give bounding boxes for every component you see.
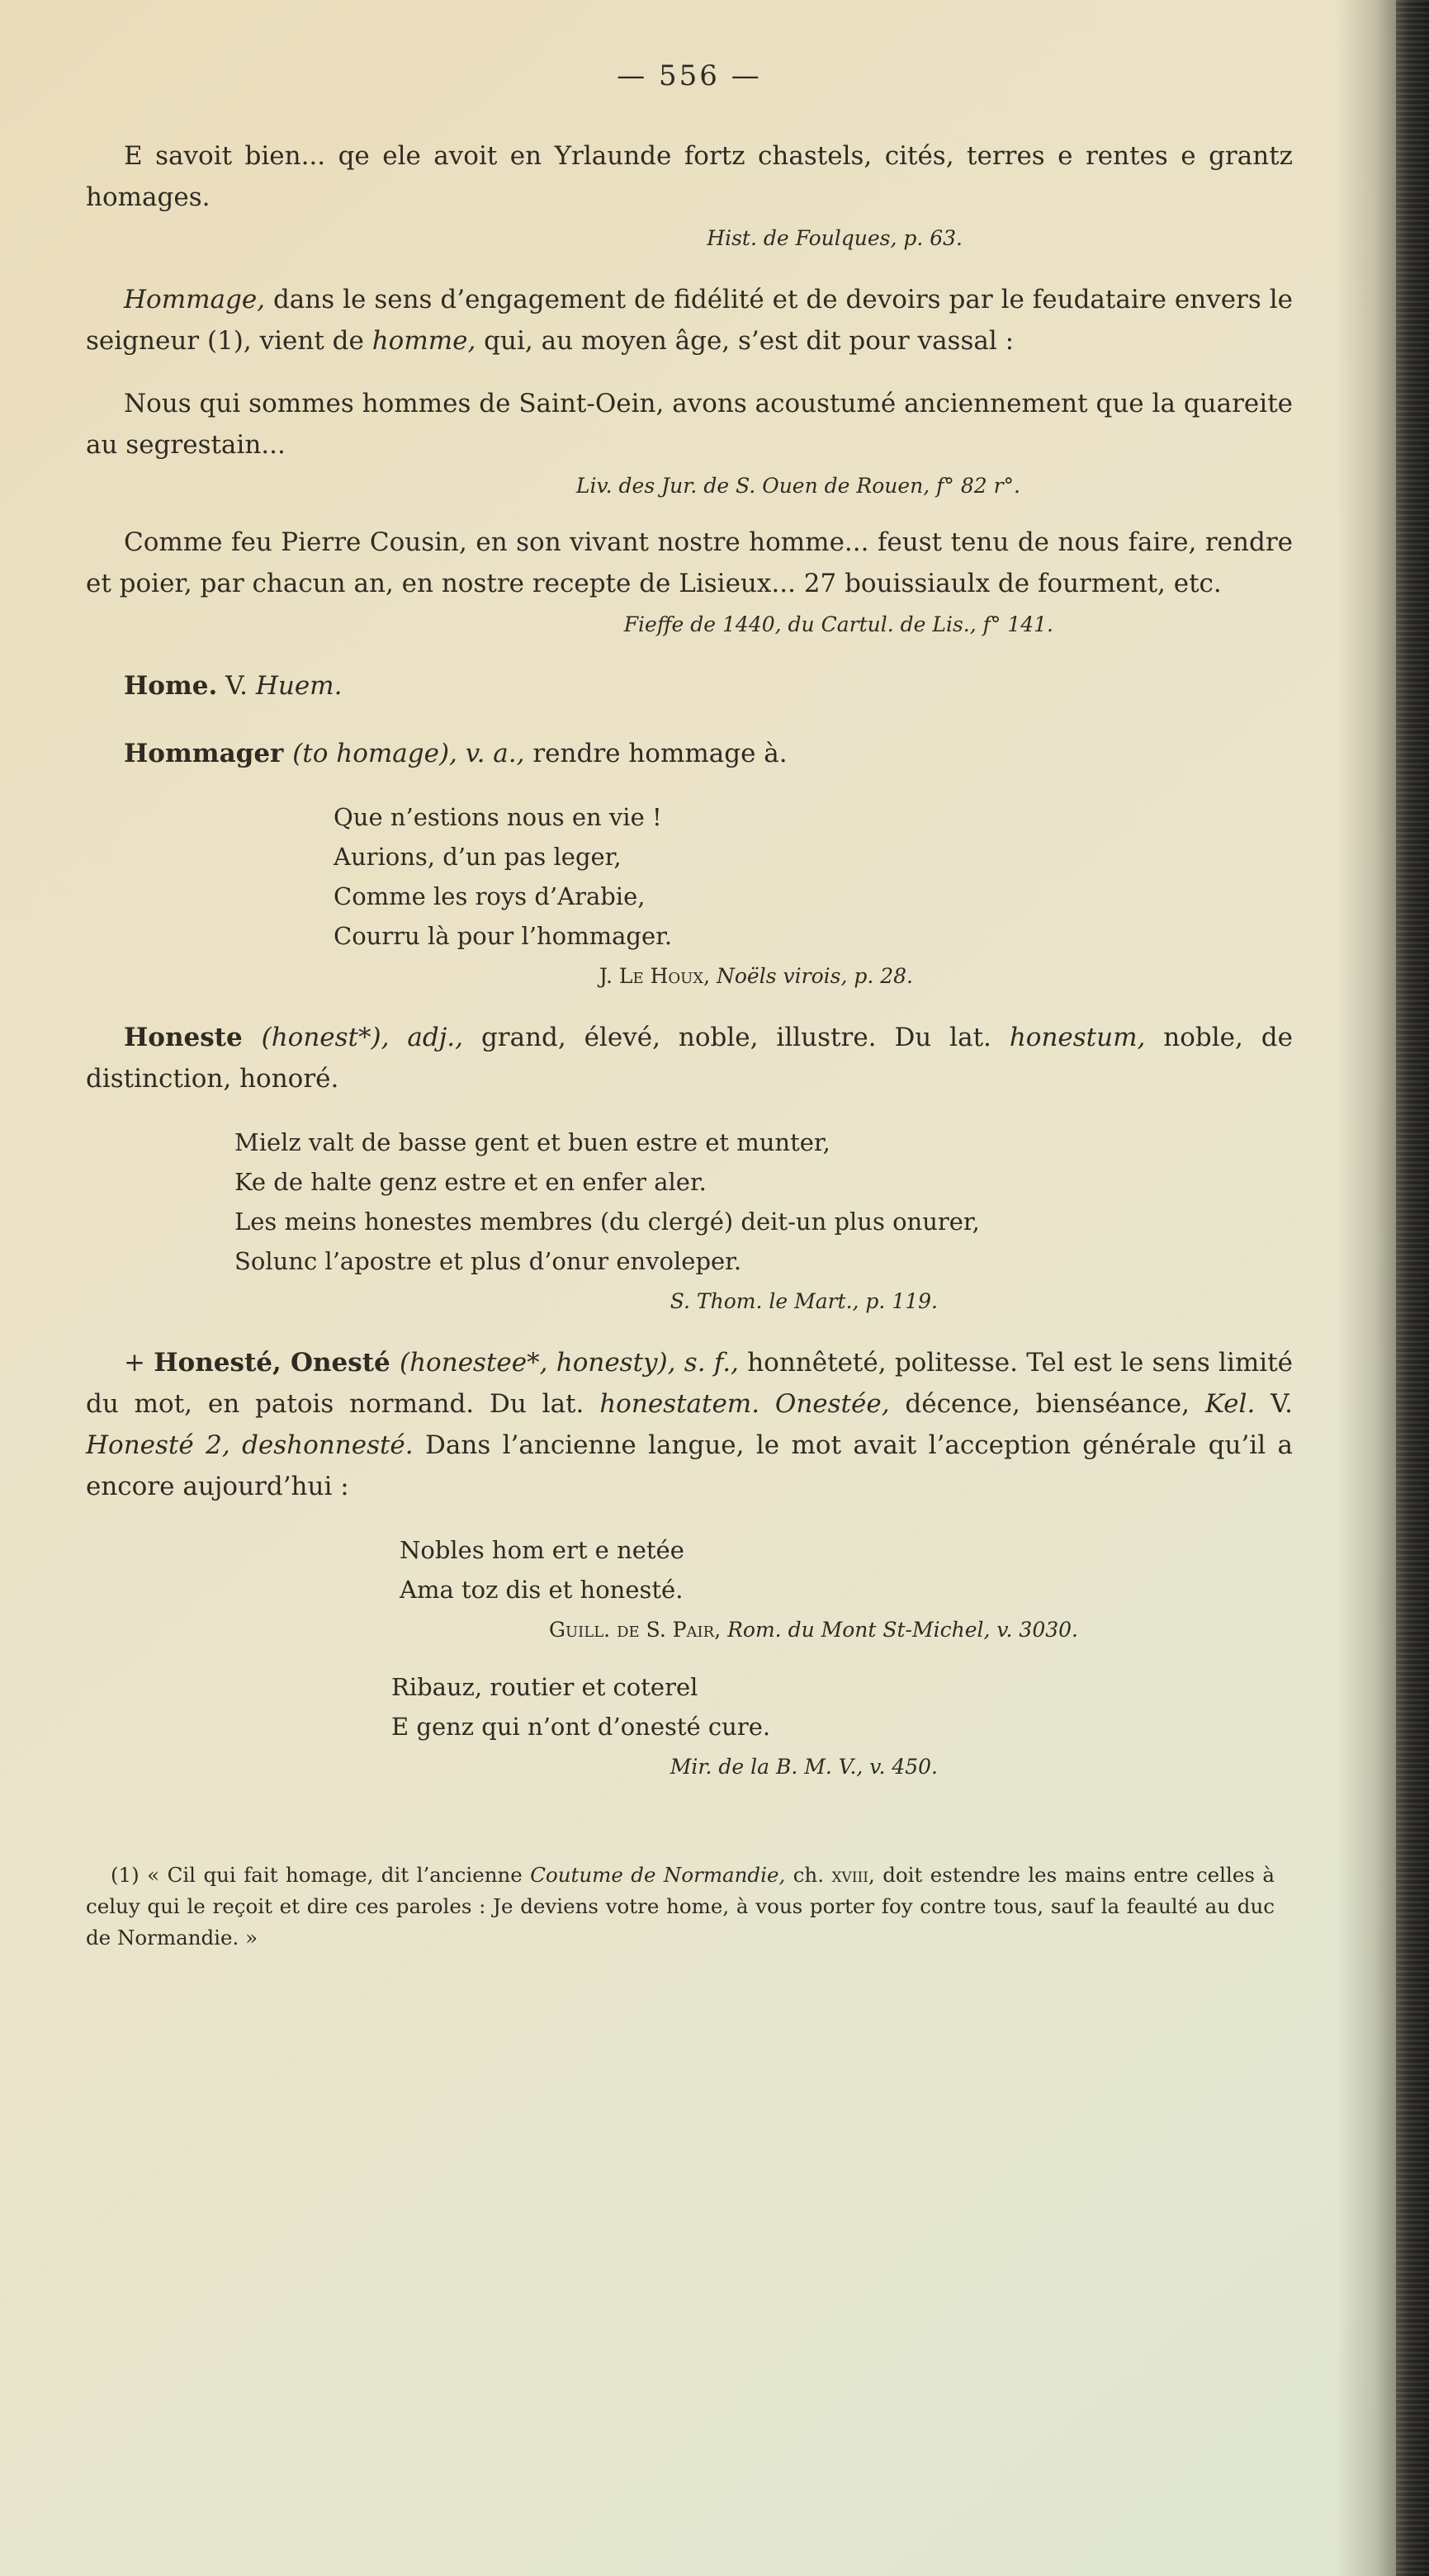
definition-text: qui, au moyen âge, s’est dit pour vassal :: [476, 326, 1015, 356]
citation-author: J. Le Houx,: [599, 964, 711, 988]
definition-text: rendre hommage à.: [524, 739, 788, 768]
citation-mir-bmv: [86, 1753, 938, 1781]
roman-numeral: xviii: [831, 1863, 868, 1887]
definition-text: grand, élevé, noble, illustre. Du lat.: [463, 1023, 1010, 1052]
citation-text: Hist. de Foulques, p. 63.: [707, 226, 963, 250]
citation-text: Rom. du Mont St-Michel, v. 3030.: [721, 1618, 1078, 1642]
headword-honesty: Honesté, Onesté: [154, 1348, 400, 1378]
verse-line: E genz qui n’ont d’onesté cure.: [391, 1713, 771, 1741]
citation-text: Noëls virois, p. 28.: [710, 964, 913, 988]
verse-line: Les meins honestes membres (du clergé) deit-un plus onurer,: [234, 1208, 980, 1236]
headword-hommager: Hommager: [124, 739, 293, 768]
footnote-text: (1) « Cil qui fait homage, dit l’ancienne: [111, 1863, 531, 1887]
verse-line: Comme les roys d’Arabie,: [334, 882, 646, 910]
italic-term: (to homage), v. a.,: [292, 739, 525, 768]
footnote-text: , doit estendre les mains entre celles à celuy qui le reçoit et dire ces paroles : Je deviens votre home, à vous porter foy contre tous, sauf la feaulté au duc de Normandie. »: [86, 1863, 1275, 1950]
entry-hommage: [86, 279, 1293, 362]
citation-fieffe-1440: [86, 611, 1053, 639]
verse-line: Aurions, d’un pas leger,: [334, 843, 622, 871]
definition-text: noble, de distinction, honoré.: [86, 1023, 1293, 1094]
verse-hommager: [334, 797, 1293, 956]
citation-guill-de-s-pair: [86, 1616, 1078, 1644]
headword-home: Home.: [124, 671, 218, 701]
italic-term: homme,: [371, 326, 476, 356]
verse-line: Solunc l’apostre et plus d’onur envoleper.: [234, 1247, 742, 1275]
verse-honeste: [234, 1123, 1293, 1281]
verse-line: Nobles hom ert e netée: [400, 1536, 684, 1564]
italic-term: (honestee*, honesty), s. f.,: [400, 1348, 739, 1378]
quote-text: Nous qui sommes hommes de Saint-Oein, avons acoustumé anciennement que la quareite au segrestain...: [86, 389, 1293, 460]
italic-term: honestatem. Onestée,: [599, 1389, 890, 1419]
italic-term: Honesté 2, deshonnesté.: [86, 1430, 414, 1460]
quote-paragraph-2: [86, 383, 1293, 466]
italic-term: Huem.: [255, 671, 343, 701]
italic-term: (honest*), adj.,: [261, 1023, 464, 1052]
footnote-text: ch.: [785, 1863, 832, 1887]
definition-text: décence, bienséance,: [889, 1389, 1205, 1419]
citation-s-thom: [86, 1288, 938, 1316]
quote-paragraph-3: [86, 522, 1293, 604]
citation-hist-foulques: [86, 225, 963, 253]
entry-hommager: [86, 733, 1293, 774]
citation-author: Guill. de S. Pair,: [549, 1618, 722, 1642]
verse-nobles-hom: [400, 1530, 1293, 1609]
citation-liv-des-jur: [86, 472, 1020, 500]
citation-text: Fieffe de 1440, du Cartul. de Lis., f° 141.: [623, 612, 1053, 636]
citation-text: Liv. des Jur. de S. Ouen de Rouen, f° 82 r°.: [575, 474, 1020, 498]
quote-text: Comme feu Pierre Cousin, en son vivant nostre homme... feust tenu de nous faire, rendre et poier, par chacun an, en nostre recepte de Lisieux... 27 bouissiaulx de fourment, etc.: [86, 527, 1293, 598]
page-curl-shadow: [1337, 0, 1396, 2576]
italic-term: Kel.: [1204, 1389, 1256, 1419]
verse-line: Ribauz, routier et coterel: [391, 1673, 698, 1701]
headword-honeste: Honeste: [124, 1023, 262, 1052]
definition-text: honnêteté, politesse. Tel est le sens limité du mot, en patois normand. Du lat.: [86, 1348, 1293, 1419]
citation-le-houx: [86, 962, 913, 990]
entry-honeste: [86, 1017, 1293, 1099]
verse-line: Mielz valt de basse gent et buen estre et munter,: [234, 1128, 830, 1156]
page-content: [86, 59, 1293, 1954]
verse-line: Ke de halte genz estre et en enfer aler.: [234, 1168, 707, 1196]
definition-text: Dans l’ancienne langue, le mot avait l’acception générale qu’il a encore aujourd’hui :: [86, 1430, 1293, 1501]
verse-ribauz: [391, 1667, 1293, 1746]
definition-text: V.: [1255, 1389, 1293, 1419]
page-number: — 556 —: [617, 59, 762, 92]
italic-term: Coutume de Normandie,: [530, 1863, 786, 1887]
cross-mark: +: [124, 1348, 154, 1378]
citation-text: Mir. de la B. M. V., v. 450.: [670, 1755, 938, 1779]
definition-text: dans le sens d’engagement de fidélité et de devoirs par le feudataire envers le seigneur (1), vient de: [86, 285, 1293, 356]
footnote-1: [86, 1860, 1275, 1954]
headword-hommage: Hommage,: [124, 285, 266, 314]
verse-line: Que n’estions nous en vie !: [334, 803, 662, 831]
quote-text: E savoit bien... qe ele avoit en Yrlaunde fortz chastels, cités, terres e rentes e grantz homages.: [86, 141, 1293, 212]
definition-text: V.: [217, 671, 256, 701]
verse-line: Ama toz dis et honesté.: [400, 1576, 684, 1604]
citation-text: S. Thom. le Mart., p. 119.: [670, 1289, 938, 1313]
entry-home: [86, 665, 1293, 707]
italic-term: honestum,: [1009, 1023, 1146, 1052]
entry-honesty: [86, 1342, 1293, 1507]
verse-line: Courru là pour l’hommager.: [334, 922, 673, 950]
book-edge: [1396, 0, 1429, 2576]
quote-paragraph-1: [86, 135, 1293, 218]
